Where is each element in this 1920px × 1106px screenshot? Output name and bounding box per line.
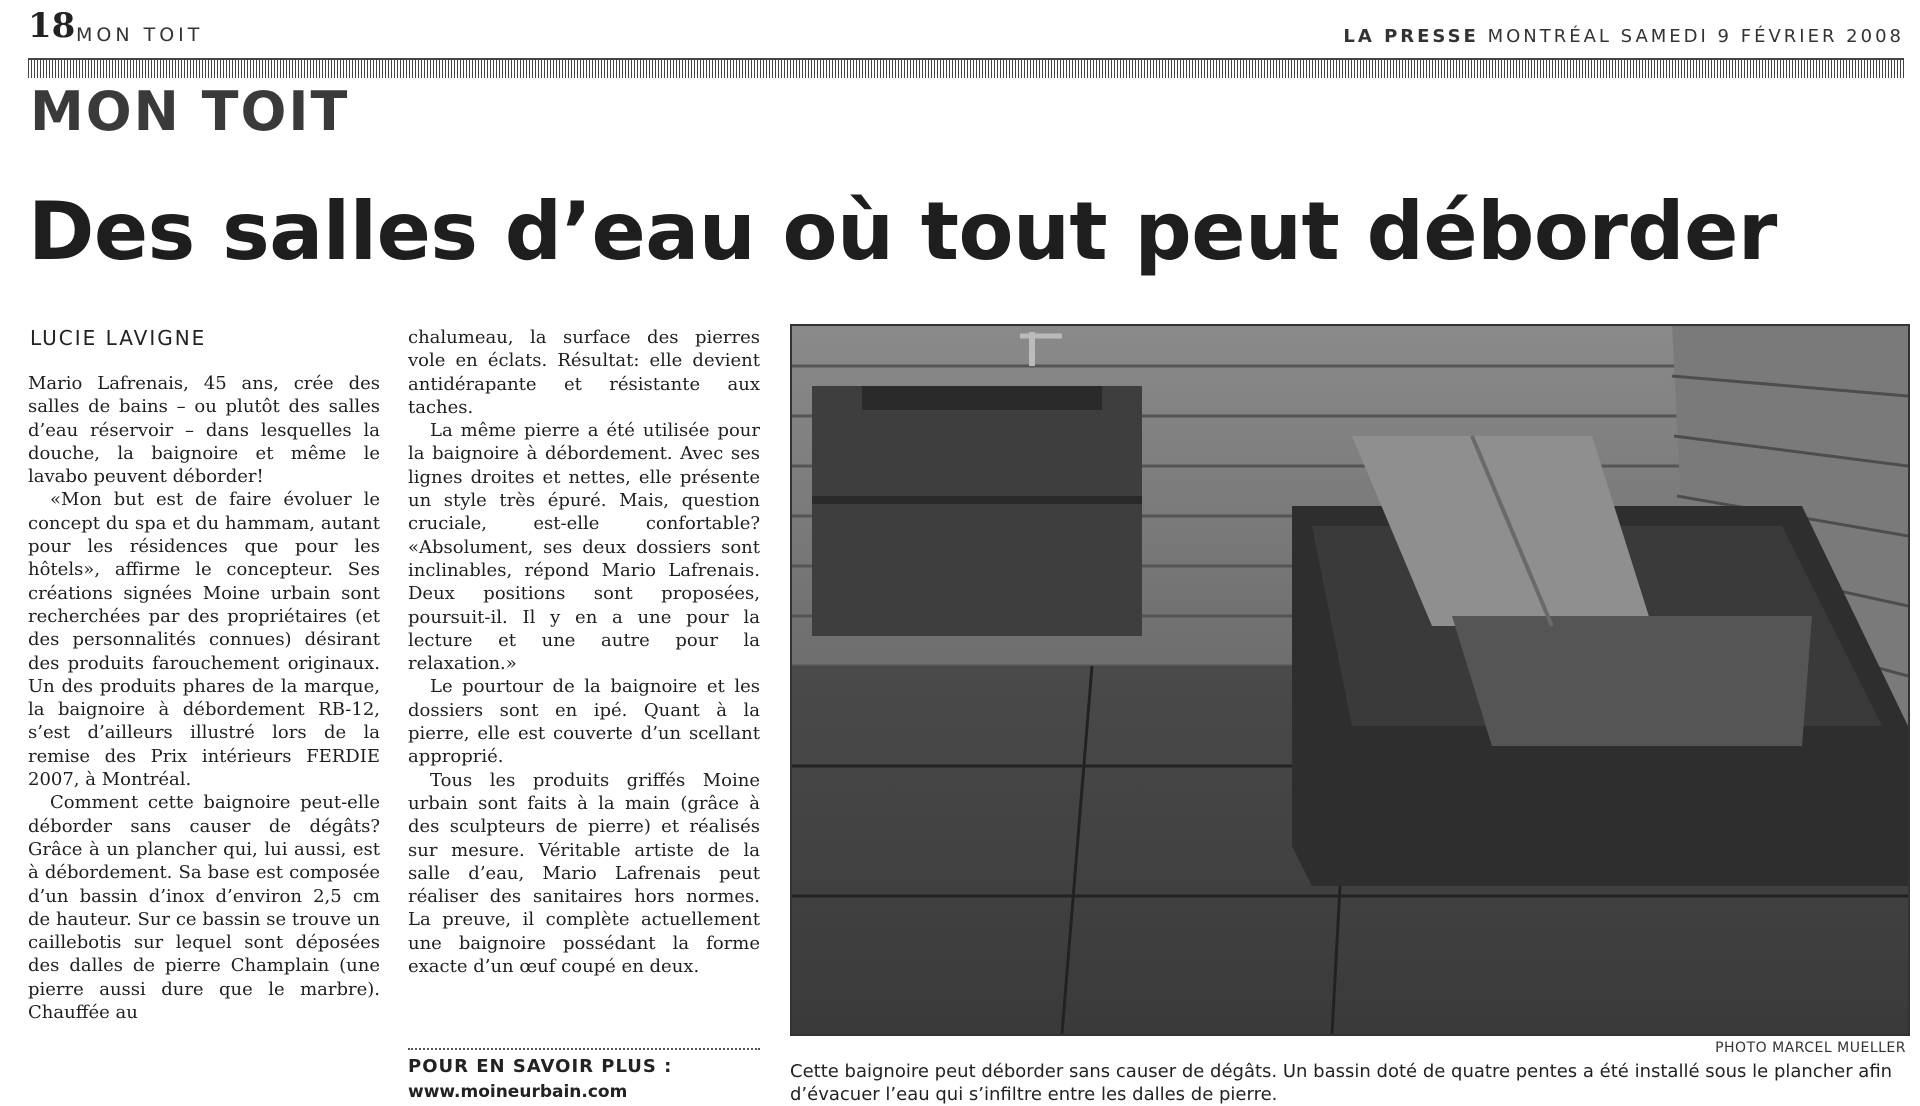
- article-column-1: [28, 372, 380, 1024]
- paragraph: Tous les produits griffés Moine urbain sont faits à la main (grâce à des sculpteurs de pierre) et réalisés sur mesure. Véritable artiste de la salle d’eau, Mario Lafrenais peut réaliser des sanitaires hors normes. La preuve, il complète actuellement une baignoire possédant la forme exacte d’un œuf coupé en deux.: [408, 769, 760, 978]
- photo-caption: Cette baignoire peut déborder sans causer de dégâts. Un bassin doté de quatre pentes a été installé sous le plancher afin d’évacuer l’eau qui s’infiltre entre les dalles de pierre.: [790, 1061, 1893, 1105]
- headline: Des salles d’eau où tout peut déborder: [28, 185, 1777, 278]
- article-photo: [790, 324, 1910, 1036]
- section-title: MON TOIT: [30, 80, 350, 143]
- newspaper-name: LA PRESSE: [1343, 26, 1479, 47]
- photo-credit: PHOTO MARCEL MUELLER: [1715, 1040, 1906, 1056]
- article-column-2: [408, 326, 760, 978]
- paragraph: Le pourtour de la baignoire et les dossiers sont en ipé. Quant à la pierre, elle est couverte d’un scellant approprié.: [408, 676, 760, 768]
- more-info-url[interactable]: www.moineurbain.com: [408, 1082, 628, 1102]
- masthead-edition: [1343, 26, 1904, 47]
- paragraph: chalumeau, la surface des pierres vole en éclats. Résultat: elle devient antidérapante et résistante aux taches.: [408, 327, 760, 418]
- page-number: 18: [28, 6, 76, 46]
- paragraph: Mario Lafrenais, 45 ans, crée des salles de bains – ou plutôt des salles d’eau réservoir – dans lesquelles la douche, la baignoire et même le lavabo peuvent déborder!: [28, 373, 380, 488]
- masthead: [28, 6, 1904, 50]
- bathroom-photo-illustration: [792, 326, 1908, 1034]
- more-info-title: POUR EN SAVOIR PLUS :: [408, 1056, 673, 1077]
- edition-date: MONTRÉAL SAMEDI 9 FÉVRIER 2008: [1487, 26, 1904, 47]
- masthead-rule: [28, 58, 1904, 78]
- paragraph: «Mon but est de faire évoluer le concept du spa et du hammam, autant pour les résidences que pour les hôtels», affirme le concepteur. Ses créations signées Moine urbain sont recherchées par des propriétaires (et des personnalités connues) désirant des produits farouchement originaux. Un des produits phares de la marque, la baignoire à débordement RB-12, s’est d’ailleurs illustré lors de la remise des Prix intérieurs FERDIE 2007, à Montréal.: [28, 489, 380, 791]
- paragraph: La même pierre a été utilisée pour la baignoire à débordement. Avec ses lignes droites et nettes, elle présente un style très épuré. Mais, question cruciale, est-elle confortable? «Absolument, ses deux dossiers sont inclinables, répond Mario Lafrenais. Deux positions sont proposées, poursuit-il. Il y en a une pour la lecture et une autre pour la relaxation.»: [408, 420, 760, 675]
- paragraph: Comment cette baignoire peut-elle déborder sans causer de dégâts? Grâce à un plancher qui, lui aussi, est à débordement. Sa base est composée d’un bassin d’inox d’environ 2,5 cm de hauteur. Sur ce bassin se trouve un caillebotis sur lequel sont déposées des dalles de pierre Champlain (une pierre aussi dure que le marbre). Chauffée au: [28, 792, 380, 1024]
- masthead-section: MON TOIT: [76, 24, 204, 46]
- divider: [408, 1048, 760, 1050]
- byline: LUCIE LAVIGNE: [30, 326, 207, 350]
